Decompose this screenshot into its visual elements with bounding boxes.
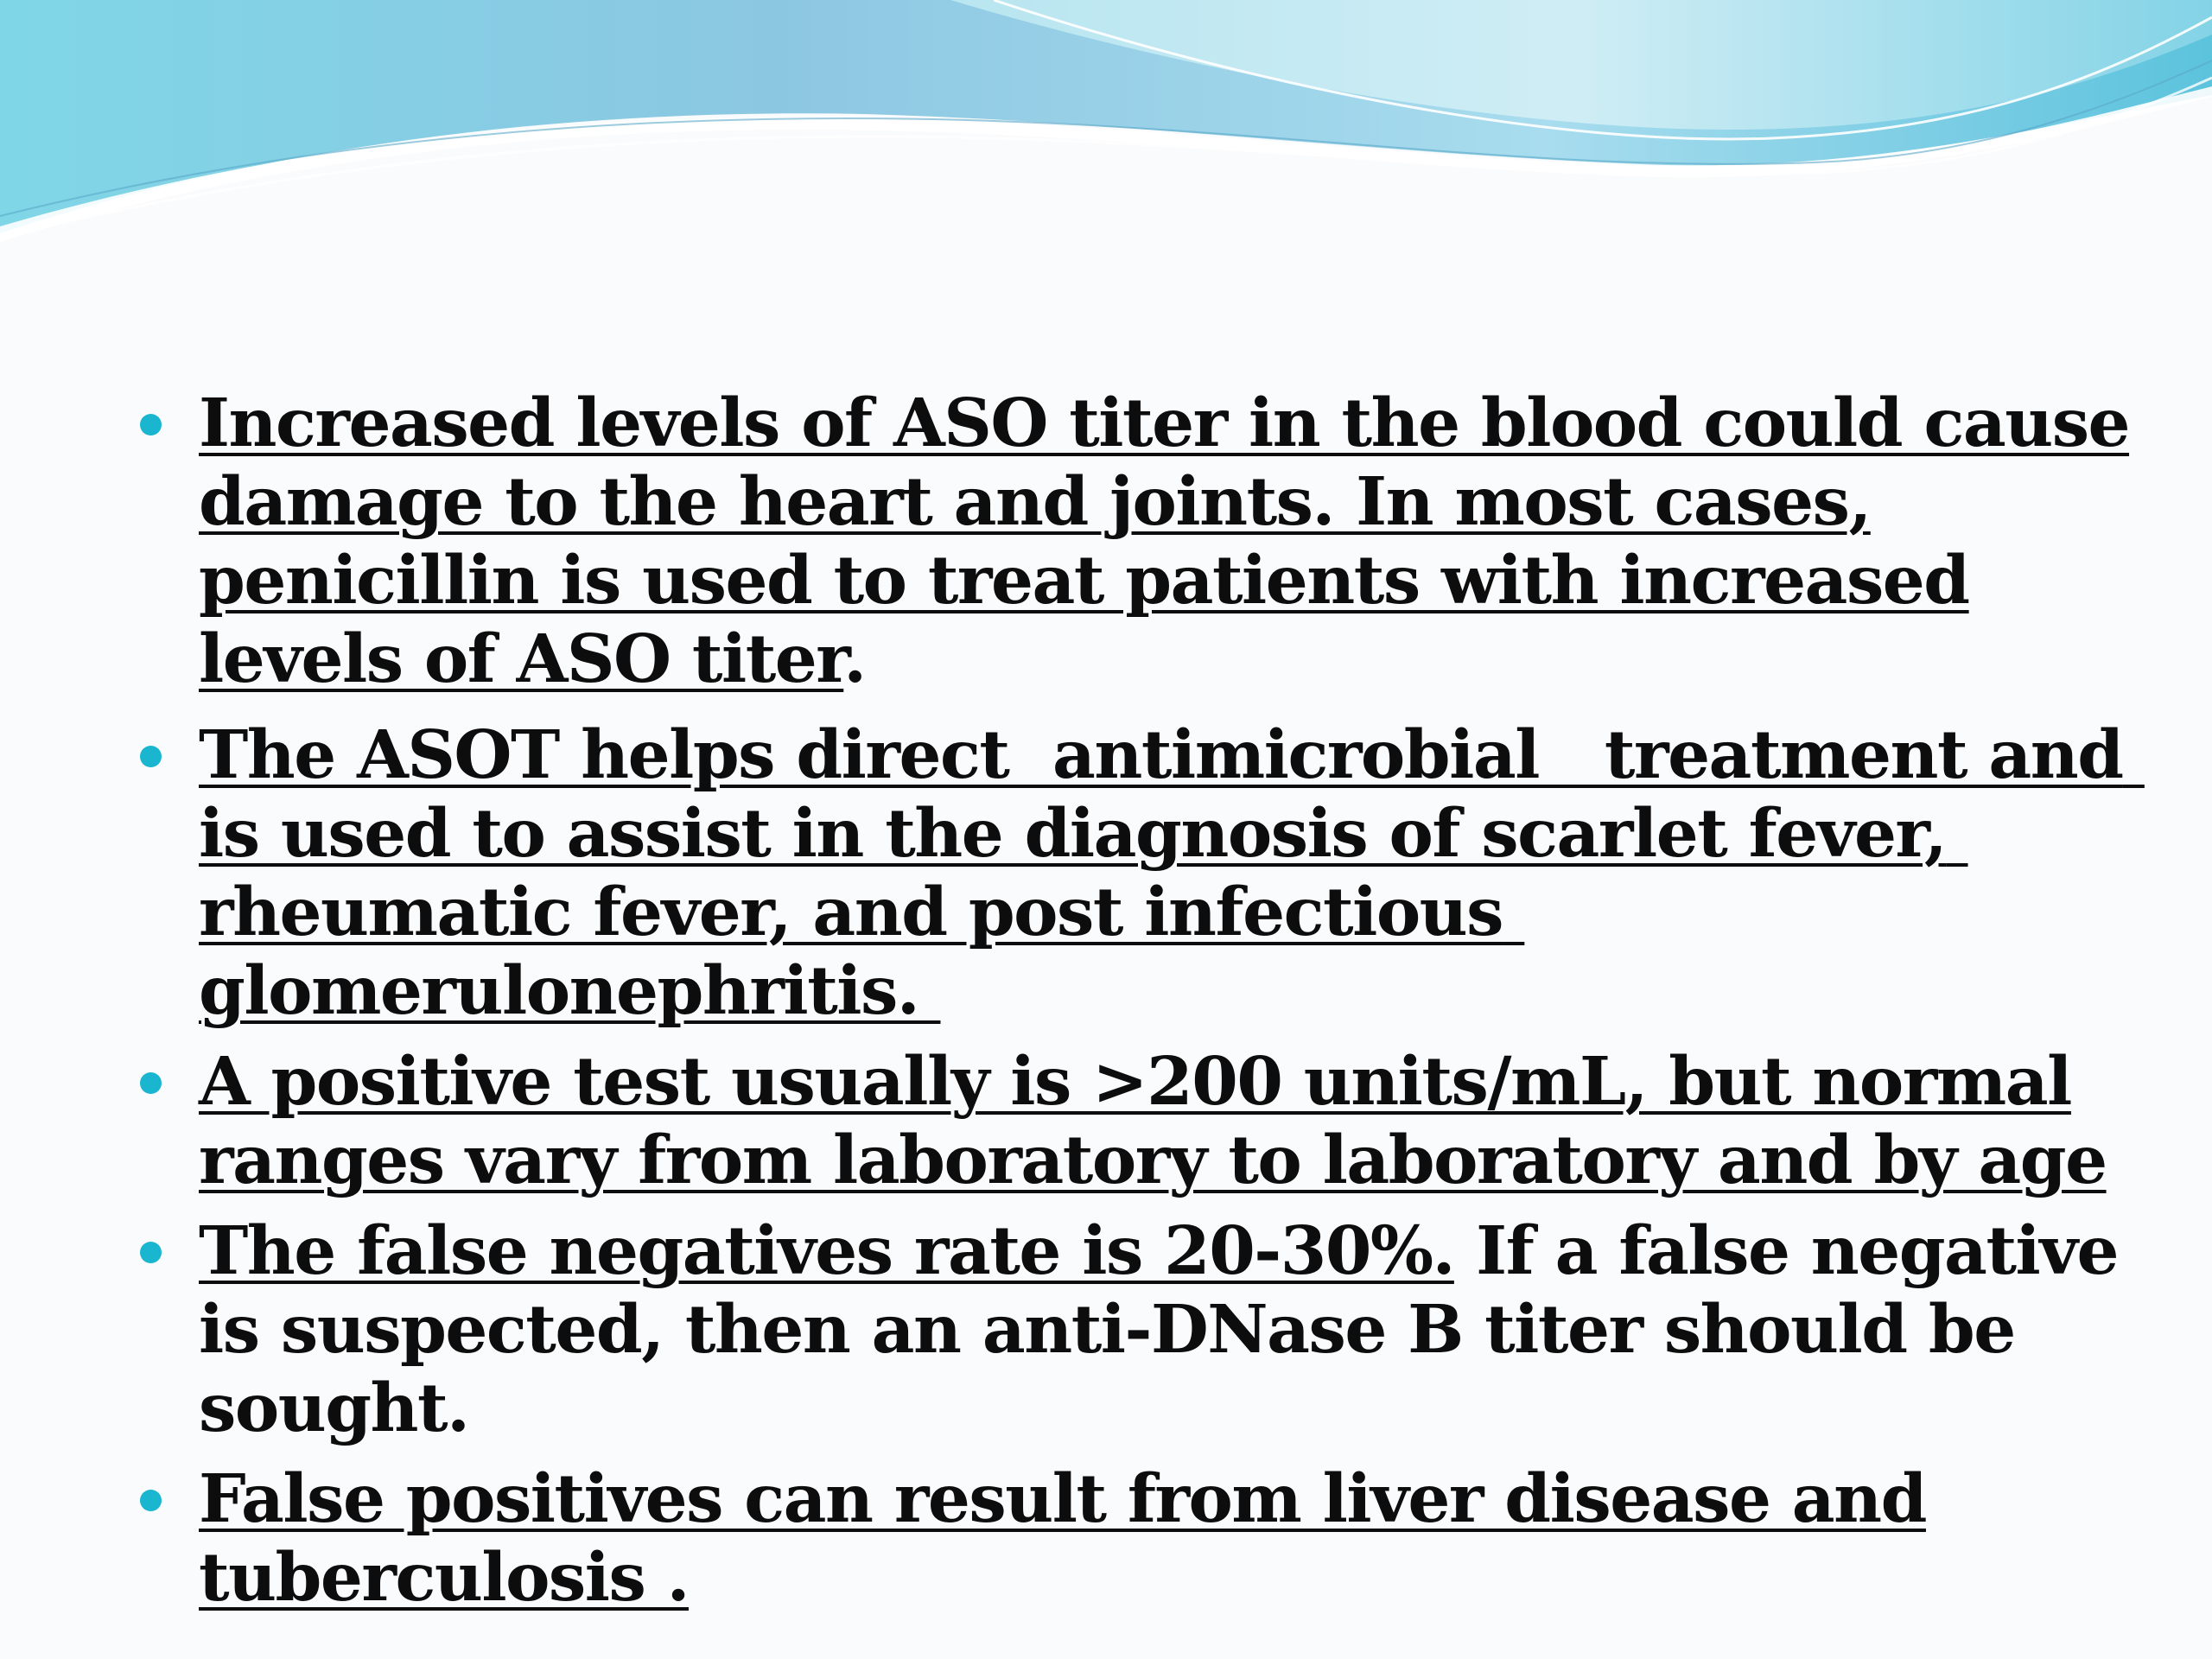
bullet-item [138, 716, 2177, 1031]
bullet-text-underlined: Increased levels of ASO titer in the blood could cause damage to the heart and joints. In most cases, penicillin is used to treat patients with increased levels of ASO titer [199, 385, 2130, 698]
bullet-dot-icon [140, 1242, 162, 1263]
bullet-dot-icon [140, 746, 162, 767]
bullet-text-underlined: False positives can result from liver disease and tuberculosis . [199, 1460, 1926, 1617]
bullet-item [138, 385, 2177, 699]
bullet-text-underlined: The ASOT helps direct antimicrobial treatment and is used to assist in the diagnosis of scarlet fever, rheumatic fever, and post infectious glomerulonephritis. [199, 716, 2145, 1030]
bullet-text-underlined: A positive test usually is >200 units/mL, but normal ranges vary from laboratory to laboratory and by age [199, 1043, 2107, 1199]
bullet-list [138, 385, 2177, 1635]
bullet-item [138, 1043, 2177, 1200]
bullet-dot-icon [140, 1072, 162, 1094]
bullet-item [138, 1212, 2177, 1448]
bullet-dot-icon [140, 1490, 162, 1511]
bullet-text-underlined: The false negatives rate is 20-30%. [199, 1212, 1454, 1290]
bullet-text-plain: . [843, 620, 866, 698]
bullet-dot-icon [140, 414, 162, 435]
bullet-item [138, 1460, 2177, 1618]
header-wave-decoration [0, 0, 2212, 259]
bullet-text-plain: If a false negative is suspected, then an anti-DNase B titer should be sought. [199, 1212, 2118, 1447]
